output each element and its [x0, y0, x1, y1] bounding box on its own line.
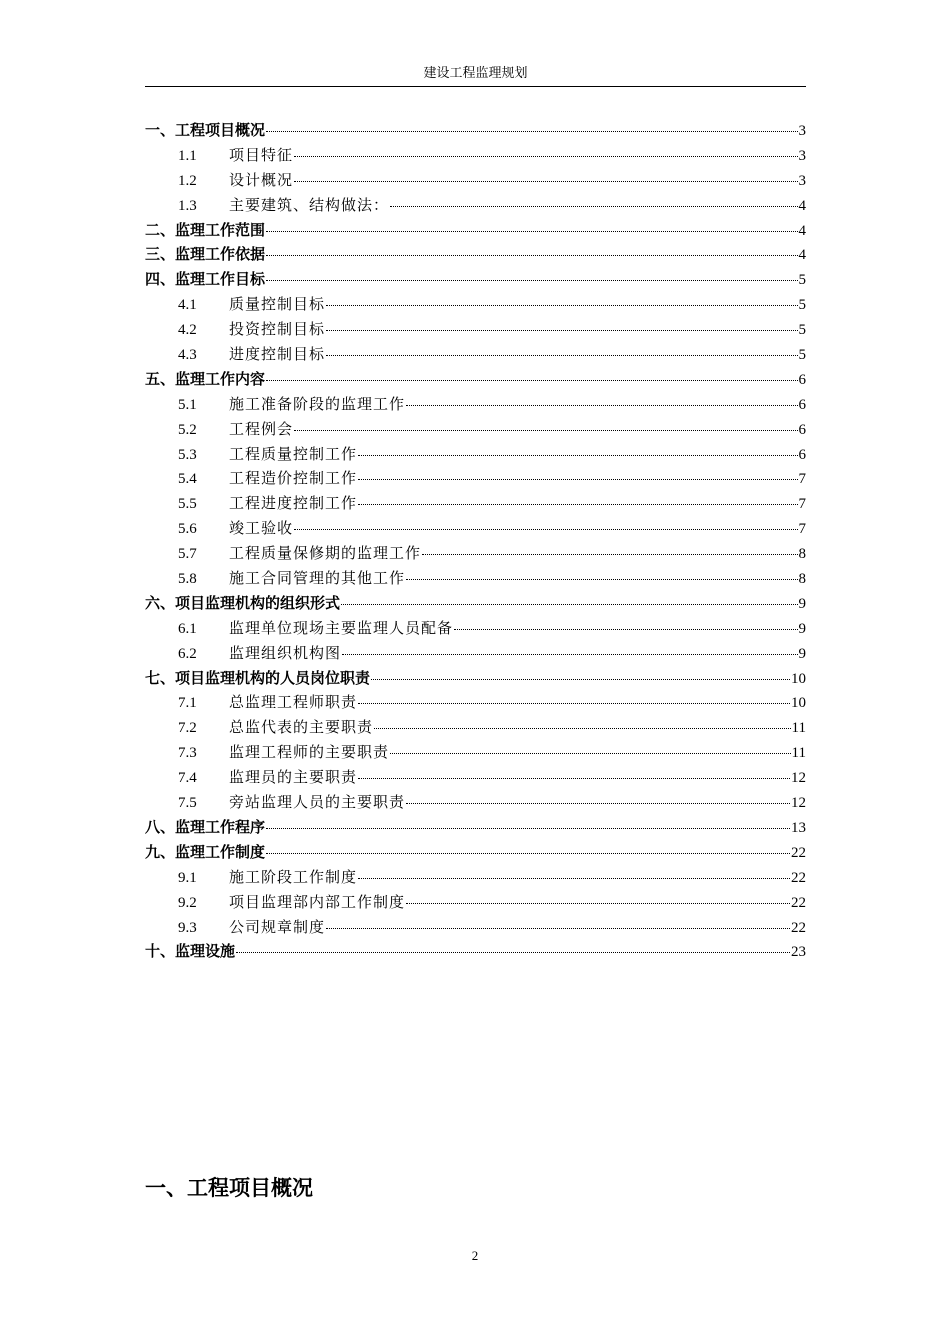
toc-entry-number: 9.1	[178, 869, 197, 886]
toc-entry-page: 6	[798, 396, 806, 413]
toc-entry[interactable]	[145, 790, 806, 815]
toc-entry-number: 1.2	[178, 172, 197, 189]
toc-entry[interactable]	[145, 541, 806, 566]
toc-entry[interactable]	[145, 367, 806, 392]
toc-entry-title: 施工合同管理的其他工作	[229, 569, 406, 588]
toc-entry[interactable]	[145, 939, 806, 964]
toc-entry-title: 工程质量保修期的监理工作	[229, 544, 422, 563]
toc-entry-title: 一、工程项目概况	[145, 121, 266, 139]
toc-dot-leader	[422, 554, 797, 555]
toc-dot-leader	[294, 181, 797, 182]
toc-entry[interactable]	[145, 765, 806, 790]
toc-entry[interactable]	[145, 616, 806, 641]
toc-entry-number: 5.7	[178, 546, 197, 563]
toc-dot-leader	[374, 728, 791, 729]
toc-entry-number: 5.3	[178, 446, 197, 463]
toc-entry-page: 5	[798, 322, 806, 339]
toc-entry-page: 22	[791, 919, 806, 936]
toc-entry[interactable]	[145, 690, 806, 715]
toc-entry-number: 5.8	[178, 571, 197, 588]
toc-entry-page: 8	[798, 546, 806, 563]
toc-dot-leader	[342, 654, 797, 655]
toc-entry-title: 总监代表的主要职责	[229, 718, 374, 737]
toc-entry-title: 七、项目监理机构的人员岗位职责	[145, 668, 371, 687]
header-rule	[145, 86, 806, 87]
toc-entry-page: 3	[798, 123, 806, 139]
toc-entry-title: 工程进度控制工作	[229, 494, 358, 513]
toc-entry[interactable]	[145, 591, 806, 616]
toc-entry-number: 5.5	[178, 496, 197, 513]
toc-dot-leader	[326, 305, 797, 306]
toc-entry-page: 9	[798, 620, 806, 637]
toc-entry-number: 6.2	[178, 645, 197, 662]
toc-entry[interactable]	[145, 442, 806, 467]
toc-dot-leader	[326, 928, 790, 929]
toc-entry-page: 11	[791, 745, 806, 762]
toc-entry[interactable]	[145, 143, 806, 168]
toc-dot-leader	[236, 952, 790, 953]
toc-entry-title: 公司规章制度	[229, 917, 326, 936]
table-of-contents	[145, 118, 806, 964]
toc-entry[interactable]	[145, 715, 806, 740]
toc-entry-title: 八、监理工作程序	[145, 817, 266, 836]
toc-entry[interactable]	[145, 890, 806, 915]
toc-entry-title: 监理组织机构图	[229, 643, 342, 662]
toc-entry[interactable]	[145, 168, 806, 193]
toc-entry-page: 22	[791, 894, 806, 911]
toc-dot-leader	[266, 280, 797, 281]
toc-dot-leader	[358, 703, 790, 704]
toc-dot-leader	[406, 405, 797, 406]
toc-entry-page: 4	[798, 247, 806, 264]
toc-entry[interactable]	[145, 865, 806, 890]
toc-entry-page: 7	[798, 496, 806, 513]
toc-entry-page: 22	[791, 844, 806, 861]
toc-entry-number: 1.1	[178, 147, 197, 164]
toc-entry-number: 4.1	[178, 297, 197, 314]
toc-dot-leader	[358, 504, 797, 505]
page-number: 2	[471, 1248, 479, 1263]
toc-entry[interactable]	[145, 267, 806, 292]
toc-entry-title: 工程造价控制工作	[229, 469, 358, 488]
toc-entry-title: 二、监理工作范围	[145, 220, 266, 239]
toc-dot-leader	[326, 355, 797, 356]
toc-entry-title: 十、监理设施	[145, 942, 236, 961]
toc-entry-page: 10	[791, 670, 806, 687]
toc-entry-number: 1.3	[178, 197, 197, 214]
toc-entry-page: 8	[798, 571, 806, 588]
toc-dot-leader	[406, 903, 790, 904]
toc-entry-title: 主要建筑、结构做法：	[229, 195, 390, 214]
toc-entry-page: 6	[798, 371, 806, 388]
toc-entry-page: 3	[798, 147, 806, 164]
toc-entry-title: 四、监理工作目标	[145, 270, 266, 289]
toc-entry-number: 5.1	[178, 396, 197, 413]
toc-entry-page: 6	[798, 421, 806, 438]
toc-entry-page: 4	[798, 222, 806, 239]
toc-entry-number: 7.3	[178, 745, 197, 762]
toc-entry-page: 5	[798, 347, 806, 364]
toc-entry-title: 三、监理工作依据	[145, 245, 266, 264]
toc-entry-number: 7.2	[178, 720, 197, 737]
toc-entry[interactable]	[145, 466, 806, 491]
toc-entry[interactable]	[145, 516, 806, 541]
toc-entry-page: 5	[798, 272, 806, 289]
toc-entry-title: 施工阶段工作制度	[229, 867, 358, 886]
toc-entry-title: 五、监理工作内容	[145, 369, 266, 388]
toc-entry-page: 9	[798, 645, 806, 662]
toc-entry-page: 12	[791, 795, 806, 812]
toc-entry-page: 13	[791, 819, 806, 836]
toc-dot-leader	[294, 430, 797, 431]
toc-entry[interactable]	[145, 392, 806, 417]
toc-entry-title: 监理工程师的主要职责	[229, 743, 390, 762]
page-header: 建设工程监理规划	[423, 66, 528, 81]
toc-dot-leader	[358, 878, 790, 879]
toc-entry-title: 项目监理部内部工作制度	[229, 892, 406, 911]
toc-entry-title: 竣工验收	[229, 519, 294, 538]
toc-entry[interactable]	[145, 242, 806, 267]
toc-entry-page: 12	[791, 770, 806, 787]
toc-entry-title: 工程例会	[229, 419, 294, 438]
toc-entry-number: 9.2	[178, 894, 197, 911]
toc-entry-title: 旁站监理人员的主要职责	[229, 793, 406, 812]
toc-entry-title: 九、监理工作制度	[145, 842, 266, 861]
toc-entry-title: 投资控制目标	[229, 320, 326, 339]
toc-entry[interactable]	[145, 292, 806, 317]
toc-dot-leader	[358, 778, 790, 779]
toc-dot-leader	[326, 330, 797, 331]
toc-entry[interactable]	[145, 417, 806, 442]
toc-entry[interactable]	[145, 641, 806, 666]
toc-entry-number: 9.3	[178, 919, 197, 936]
toc-entry-number: 7.1	[178, 695, 197, 712]
toc-entry-number: 5.4	[178, 471, 197, 488]
toc-dot-leader	[358, 455, 797, 456]
toc-entry-title: 监理员的主要职责	[229, 768, 358, 787]
toc-entry[interactable]	[145, 840, 806, 865]
toc-entry-page: 10	[791, 695, 806, 712]
toc-entry-number: 5.2	[178, 421, 197, 438]
toc-entry[interactable]	[145, 342, 806, 367]
toc-entry[interactable]	[145, 491, 806, 516]
toc-entry-page: 9	[798, 595, 806, 612]
toc-entry[interactable]	[145, 566, 806, 591]
toc-entry[interactable]	[145, 915, 806, 940]
toc-dot-leader	[371, 679, 790, 680]
toc-entry-title: 六、项目监理机构的组织形式	[145, 593, 341, 612]
toc-entry-number: 7.5	[178, 795, 197, 812]
toc-dot-leader	[266, 828, 790, 829]
toc-entry-title: 进度控制目标	[229, 345, 326, 364]
toc-entry-title: 工程质量控制工作	[229, 444, 358, 463]
toc-entry-page: 11	[791, 720, 806, 737]
toc-entry[interactable]	[145, 317, 806, 342]
toc-entry-number: 6.1	[178, 620, 197, 637]
toc-dot-leader	[266, 853, 790, 854]
toc-entry-page: 4	[798, 197, 806, 214]
toc-dot-leader	[266, 380, 797, 381]
toc-entry-title: 施工准备阶段的监理工作	[229, 394, 406, 413]
toc-dot-leader	[341, 604, 797, 605]
toc-dot-leader	[294, 156, 797, 157]
toc-dot-leader	[266, 131, 797, 132]
toc-dot-leader	[294, 529, 797, 530]
toc-dot-leader	[266, 231, 797, 232]
toc-entry-page: 5	[798, 297, 806, 314]
toc-entry-number: 4.3	[178, 347, 197, 364]
toc-dot-leader	[406, 579, 797, 580]
toc-dot-leader	[266, 255, 797, 256]
toc-entry-title: 质量控制目标	[229, 295, 326, 314]
toc-entry-title: 总监理工程师职责	[229, 693, 358, 712]
toc-entry-page: 3	[798, 172, 806, 189]
toc-entry-page: 6	[798, 446, 806, 463]
toc-dot-leader	[390, 206, 797, 207]
toc-entry[interactable]	[145, 740, 806, 765]
toc-entry[interactable]	[145, 118, 806, 143]
toc-entry-number: 7.4	[178, 770, 197, 787]
toc-entry-page: 7	[798, 471, 806, 488]
toc-entry[interactable]	[145, 815, 806, 840]
toc-entry[interactable]	[145, 193, 806, 218]
toc-entry-title: 设计概况	[229, 170, 294, 189]
section-heading: 一、工程项目概况	[145, 1176, 313, 1200]
toc-dot-leader	[390, 753, 791, 754]
toc-entry-number: 4.2	[178, 322, 197, 339]
toc-entry-title: 项目特征	[229, 145, 294, 164]
toc-dot-leader	[406, 803, 790, 804]
toc-entry-page: 7	[798, 521, 806, 538]
toc-entry-title: 监理单位现场主要监理人员配备	[229, 618, 454, 637]
toc-entry-page: 22	[791, 869, 806, 886]
toc-entry[interactable]	[145, 218, 806, 243]
toc-dot-leader	[358, 479, 797, 480]
toc-entry[interactable]	[145, 666, 806, 691]
toc-entry-page: 23	[791, 944, 806, 961]
toc-dot-leader	[454, 629, 797, 630]
toc-entry-number: 5.6	[178, 521, 197, 538]
